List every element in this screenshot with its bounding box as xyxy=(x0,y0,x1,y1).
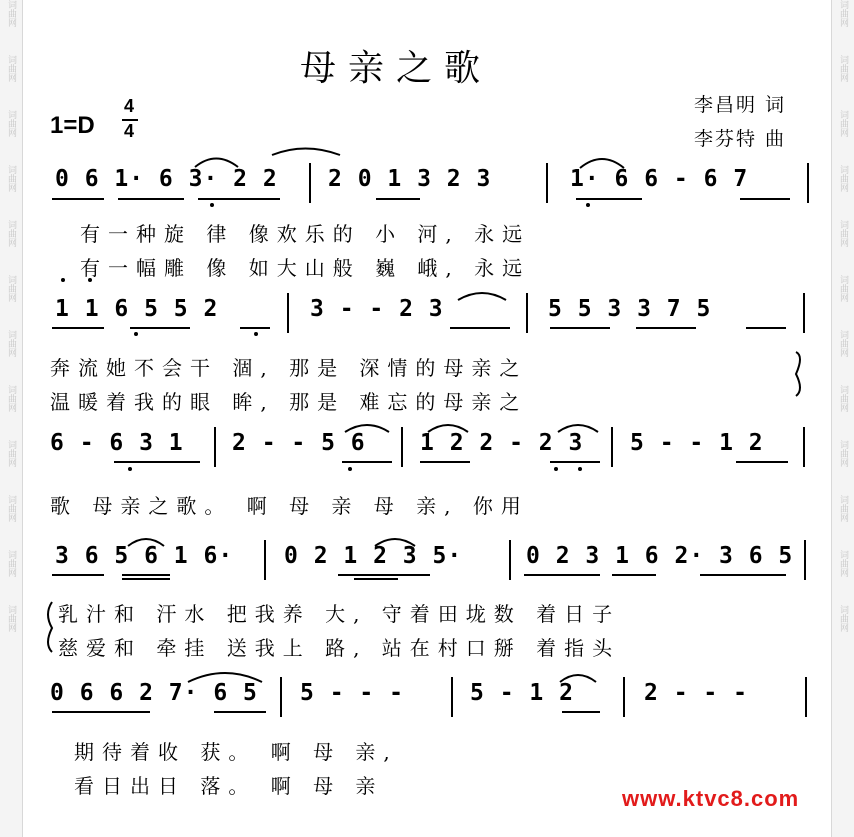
watermark-text: 词曲网 xyxy=(838,275,848,302)
watermark-text: 词曲网 xyxy=(838,220,848,247)
watermark-text: 词曲网 xyxy=(6,385,16,412)
watermark-text: 词曲网 xyxy=(6,55,16,82)
measure: 0 6 6 2 7· 6 5 xyxy=(50,680,258,706)
measure: 5 - - 1 2 xyxy=(630,430,764,456)
watermark-text: 词曲网 xyxy=(838,110,848,137)
watermark-text: 词曲网 xyxy=(838,55,848,82)
measure: 5 5 3 3 7 5 xyxy=(548,296,712,322)
measure: 1 1 6 5 5 2 xyxy=(55,296,219,322)
lyric-line: 奔流她不会干 涸, 那是 深情的母亲之 xyxy=(50,356,528,380)
watermark-text: 词曲网 xyxy=(838,330,848,357)
measure: 6 - 6 3 1 xyxy=(50,430,184,456)
measure: 1 2 2 - 2 3 xyxy=(420,430,584,456)
lyric-line: 歌 母亲之歌。 啊 母 亲 母 亲, 你用 xyxy=(50,494,529,518)
watermark-text: 词曲网 xyxy=(6,605,16,632)
composer-credit: 李芬特 曲 xyxy=(694,128,787,150)
time-signature-top: 4 xyxy=(124,96,135,116)
watermark-text: 词曲网 xyxy=(838,385,848,412)
lyricist-credit: 李昌明 词 xyxy=(694,94,787,116)
lyric-line: 看日出日 落。 啊 母 亲 xyxy=(74,774,384,798)
measure: 5 - - - xyxy=(300,680,404,706)
watermark-text: 词曲网 xyxy=(6,220,16,247)
measure: 5 - 1 2 xyxy=(470,680,574,706)
watermark-text: 词曲网 xyxy=(838,440,848,467)
watermark-text: 词曲网 xyxy=(838,0,848,27)
watermark-text: 词曲网 xyxy=(838,495,848,522)
watermark-text: 词曲网 xyxy=(838,550,848,577)
measure: 2 - - 5 6 xyxy=(232,430,366,456)
measure: 1· 6 6 - 6 7 xyxy=(570,166,749,192)
watermark-text: 词曲网 xyxy=(6,165,16,192)
measure: 0 2 1 2 3 5· xyxy=(284,543,463,569)
lyric-line: 有一种旋 律 像欢乐的 小 河, 永远 xyxy=(80,222,531,246)
measure: 2 0 1 3 2 3 xyxy=(328,166,492,192)
watermark-text: 词曲网 xyxy=(838,605,848,632)
slur xyxy=(458,293,506,300)
lyric-line: 温暖着我的眼 眸, 那是 难忘的母亲之 xyxy=(50,390,528,414)
watermark-text: 词曲网 xyxy=(6,110,16,137)
key-signature: 1=D xyxy=(50,112,95,139)
measure: 3 6 5 6 1 6· xyxy=(55,543,234,569)
lyric-line: 乳汁和 汗水 把我养 大, 守着田垅数 着日子 xyxy=(58,602,621,626)
watermark-text: 词曲网 xyxy=(6,275,16,302)
measure: 3 - - 2 3 xyxy=(310,296,444,322)
time-signature-bottom: 4 xyxy=(124,121,135,141)
watermark-text: 词曲网 xyxy=(6,330,16,357)
lyric-line: 慈爱和 牵挂 送我上 路, 站在村口掰 着指头 xyxy=(58,636,621,660)
watermark-text: 词曲网 xyxy=(6,0,16,27)
slur xyxy=(272,149,340,156)
watermark-text: 词曲网 xyxy=(838,165,848,192)
watermark-text: 词曲网 xyxy=(6,550,16,577)
website-watermark: www.ktvc8.com xyxy=(622,786,800,811)
measure: 0 2 3 1 6 2· 3 6 5 xyxy=(526,543,794,569)
measure: 0 6 1· 6 3· 2 2 xyxy=(55,166,278,192)
measure: 2 - - - xyxy=(644,680,748,706)
song-title: 母亲之歌 xyxy=(300,48,493,89)
watermark-text: 词曲网 xyxy=(6,495,16,522)
watermark-text: 词曲网 xyxy=(6,440,16,467)
lyric-line: 有一幅雕 像 如大山般 巍 峨, 永远 xyxy=(80,256,531,280)
lyric-line: 期待着收 获。 啊 母 亲, xyxy=(74,740,398,764)
